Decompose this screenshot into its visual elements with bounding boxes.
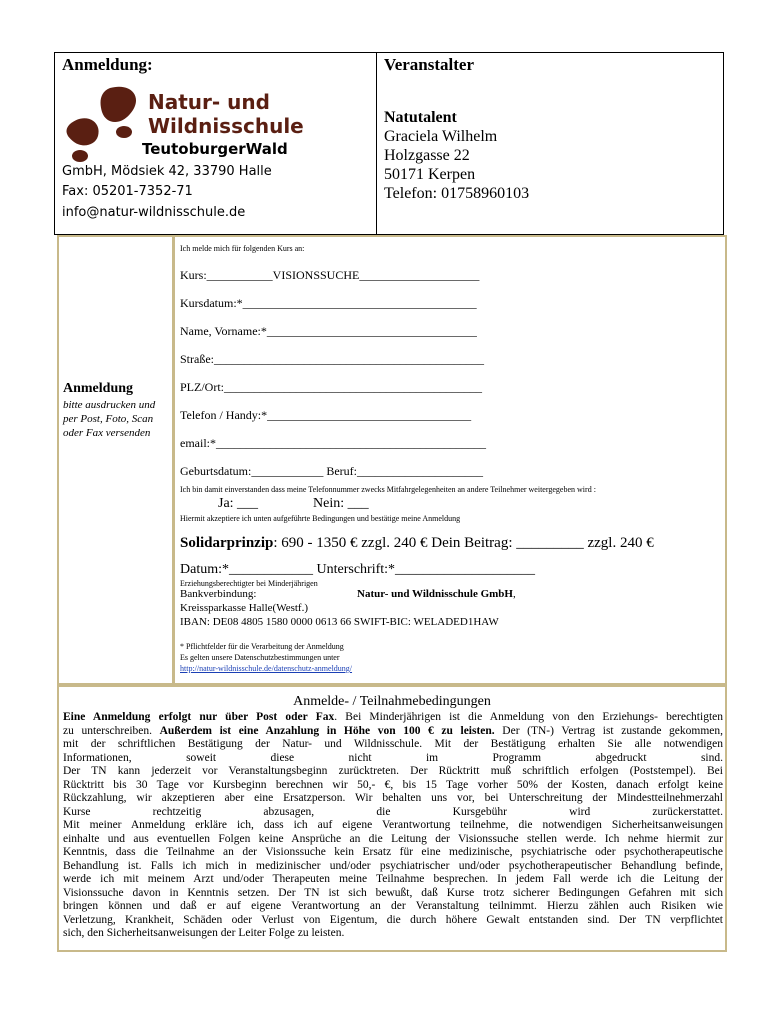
terms-line-4: Informationen, soweit diese nicht im Programm abgedruckt sind. xyxy=(63,751,723,764)
organizer-name: Natutalent xyxy=(384,109,457,126)
terms-line-13: werde ich mit meinem Arzt und/oder Therapeuten meine Teilnahme besprechen. In jedem Fall werde ich die Leitung der xyxy=(63,873,723,885)
course-field[interactable]: Kurs:___________VISIONSSUCHE____________________ xyxy=(180,268,480,282)
phone-consent-text: Ich bin damit einverstanden dass meine Telefonnummer zwecks Mitfahrgelegenheiten an andere Teilnehmer weitergegeben wird : xyxy=(180,485,596,494)
terms-line-10: einhalte und aus eventuellen Folgen keine Ansprüche an die Leitung der Visionssuche stellen werde. Ich nehme hiermit zur xyxy=(63,832,723,845)
consent-no-field[interactable]: Nein: ___ xyxy=(313,496,369,511)
school-email: info@natur-wildnisschule.de xyxy=(62,205,246,220)
school-logo xyxy=(62,84,302,164)
organizer-person: Graciela Wilhelm xyxy=(384,128,498,145)
street-field[interactable]: Straße:_____________________________________________ xyxy=(180,352,484,366)
terms-deposit: Außerdem ist eine Anzahlung in Höhe von 100 € zu leisten. xyxy=(159,724,495,737)
name-field[interactable]: Name, Vorname:*___________________________________ xyxy=(180,324,477,338)
bank-institute: Kreissparkasse Halle(Westf.) xyxy=(180,602,309,614)
terms-line-16: Verletzung, Krankheit, Schäden oder Verlust von Eigentum, die durch höhere Gewalt entstanden sind. Der TN verpflichtet xyxy=(63,913,723,926)
signature-line[interactable]: Datum:*____________ Unterschrift:*____________________ xyxy=(180,562,536,577)
organizer-phone: Telefon: 01758960103 xyxy=(384,185,530,202)
terms-line-11: Kenntnis, dass die Teilnahme an der Visionssuche kein Ersatz für eine medizinische, psychiatrische oder psychotherapeutische xyxy=(63,846,723,858)
terms-line-2-a: zu unterschreiben. xyxy=(63,724,160,737)
organizer-block xyxy=(384,108,529,203)
guardian-note: Erziehungsberechtigter bei Minderjährigen xyxy=(180,579,318,588)
iban-line: IBAN: DE08 4805 1580 0000 0613 66 SWIFT-BIC: WELADED1HAW xyxy=(180,616,499,628)
privacy-note: Es gelten unsere Datenschutzbestimmungen unter xyxy=(180,653,340,662)
birth-job-field[interactable]: Geburtsdatum:____________ Beruf:_____________________ xyxy=(180,464,483,478)
terms-body xyxy=(63,711,723,941)
footprints-icon xyxy=(62,84,152,164)
terms-title: Anmelde- / Teilnahmebedingungen xyxy=(293,694,491,709)
organizer-street: Holzgasse 22 xyxy=(384,147,470,164)
bank-name: Natur- und Wildnisschule GmbH xyxy=(357,588,513,600)
terms-line-8: Kurse rechtzeitig abzusagen, die Kursgebühr wird zurückerstattet. xyxy=(63,805,723,818)
terms-line-3: mit der schriftlichen Bestätigung der Natur- und Wildnisschule. Mit der Bestätigung erhalten Sie alle notwendigen xyxy=(63,738,723,750)
phone-field[interactable]: Telefon / Handy:*__________________________________ xyxy=(180,408,472,422)
solidarity-line xyxy=(180,535,654,552)
terms-line-7: Rückzahlung, wir akzeptieren aber eine Ersatzperson. Wir behalten uns vor, bei Unterschreitung der Mindestteilnehmerzahl xyxy=(63,792,723,804)
privacy-link[interactable]: http://natur-wildnisschule.de/datenschutz-anmeldung/ xyxy=(180,664,353,673)
organizer-heading: Veranstalter xyxy=(384,55,475,74)
terms-line-5: Der TN kann jederzeit vor Veranstaltungsbeginn zurücktreten. Der Rücktritt muß schriftlich erfolgen (Poststempel). Bei xyxy=(63,765,723,777)
school-address: GmbH, Mödsiek 42, 33790 Halle xyxy=(62,164,272,179)
terms-line-6: Rücktritt bis 30 Tage vor Kursbeginn berechnen wir 50,- €, bis 15 Tage vorher 50% der Kosten, danach erfolgt keine xyxy=(63,778,723,791)
logo-line3: TeutoburgerWald xyxy=(142,140,288,158)
logo-line2: Wildnisschule xyxy=(148,114,304,138)
terms-line-2 xyxy=(63,725,723,739)
required-note: * Pflichtfelder für die Verarbeitung der Anmeldung xyxy=(180,642,344,651)
terms-line-14: Visionssuche davon in Kenntnis setzen. Der TN ist sich bewußt, daß Kurse trotz sicherer Bedingungen Gefahren mit sich xyxy=(63,886,723,899)
bank-comma: , xyxy=(512,588,516,600)
side-title: Anmeldung xyxy=(63,381,134,396)
terms-line-17: sich, den Sicherheitsanweisungen der Leiter Folge zu leisten. xyxy=(63,927,345,939)
course-date-field[interactable]: Kursdatum:*_______________________________________ xyxy=(180,296,477,310)
form-left-box xyxy=(57,235,174,685)
terms-line-15: bringen können und daß er auf eigene Verantwortung an der Veranstaltung teilnimmt. Hierzu zählen auch Risiken wie xyxy=(63,900,723,912)
terms-post-fax: Eine Anmeldung erfolgt nur über Post oder Fax xyxy=(63,711,335,723)
solidarity-label: Solidarprinzip xyxy=(180,535,274,551)
bank-label: Bankverbindung: xyxy=(180,588,257,600)
terms-line-1-rest: . Bei Minderjährigen ist die Anmeldung von den Erziehungs- berechtigten xyxy=(334,711,723,723)
zip-city-field[interactable]: PLZ/Ort:___________________________________________ xyxy=(180,380,482,394)
terms-line-1 xyxy=(63,711,723,725)
terms-line-12: Behandlung ist. Falls ich mich in medizinischer und/oder psychiatrischer und/oder psychotherapeutischer Behandlung befinde, xyxy=(63,859,723,872)
logo-line1: Natur- und xyxy=(148,90,270,114)
organizer-city: 50171 Kerpen xyxy=(384,166,476,183)
school-fax: Fax: 05201-7352-71 xyxy=(62,184,193,199)
email-field[interactable]: email:*_____________________________________________ xyxy=(180,436,486,450)
terms-line-2-rest: Der (TN-) Vertrag ist zustande gekommen, xyxy=(494,724,724,737)
bank-account-name xyxy=(357,588,516,600)
solidarity-text[interactable]: : 690 - 1350 € zzgl. 240 € Dein Beitrag: _________ zzgl. 240 € xyxy=(273,535,654,551)
consent-yes-field[interactable]: Ja: ___ xyxy=(218,496,259,511)
form-intro: Ich melde mich für folgenden Kurs an: xyxy=(180,244,305,253)
side-note: bitte ausdrucken und per Post, Foto, Scan oder Fax versenden xyxy=(63,399,156,439)
registration-heading: Anmeldung: xyxy=(62,55,153,74)
accept-terms-text: Hiermit akzeptiere ich unten aufgeführte Bedingungen und bestätige meine Anmeldung xyxy=(180,514,461,523)
terms-line-9: Mit meiner Anmeldung erkläre ich, dass ich auf eigene Verantwortung teilnehme, die notwendigen Sicherheitsanweisungen xyxy=(63,819,723,831)
